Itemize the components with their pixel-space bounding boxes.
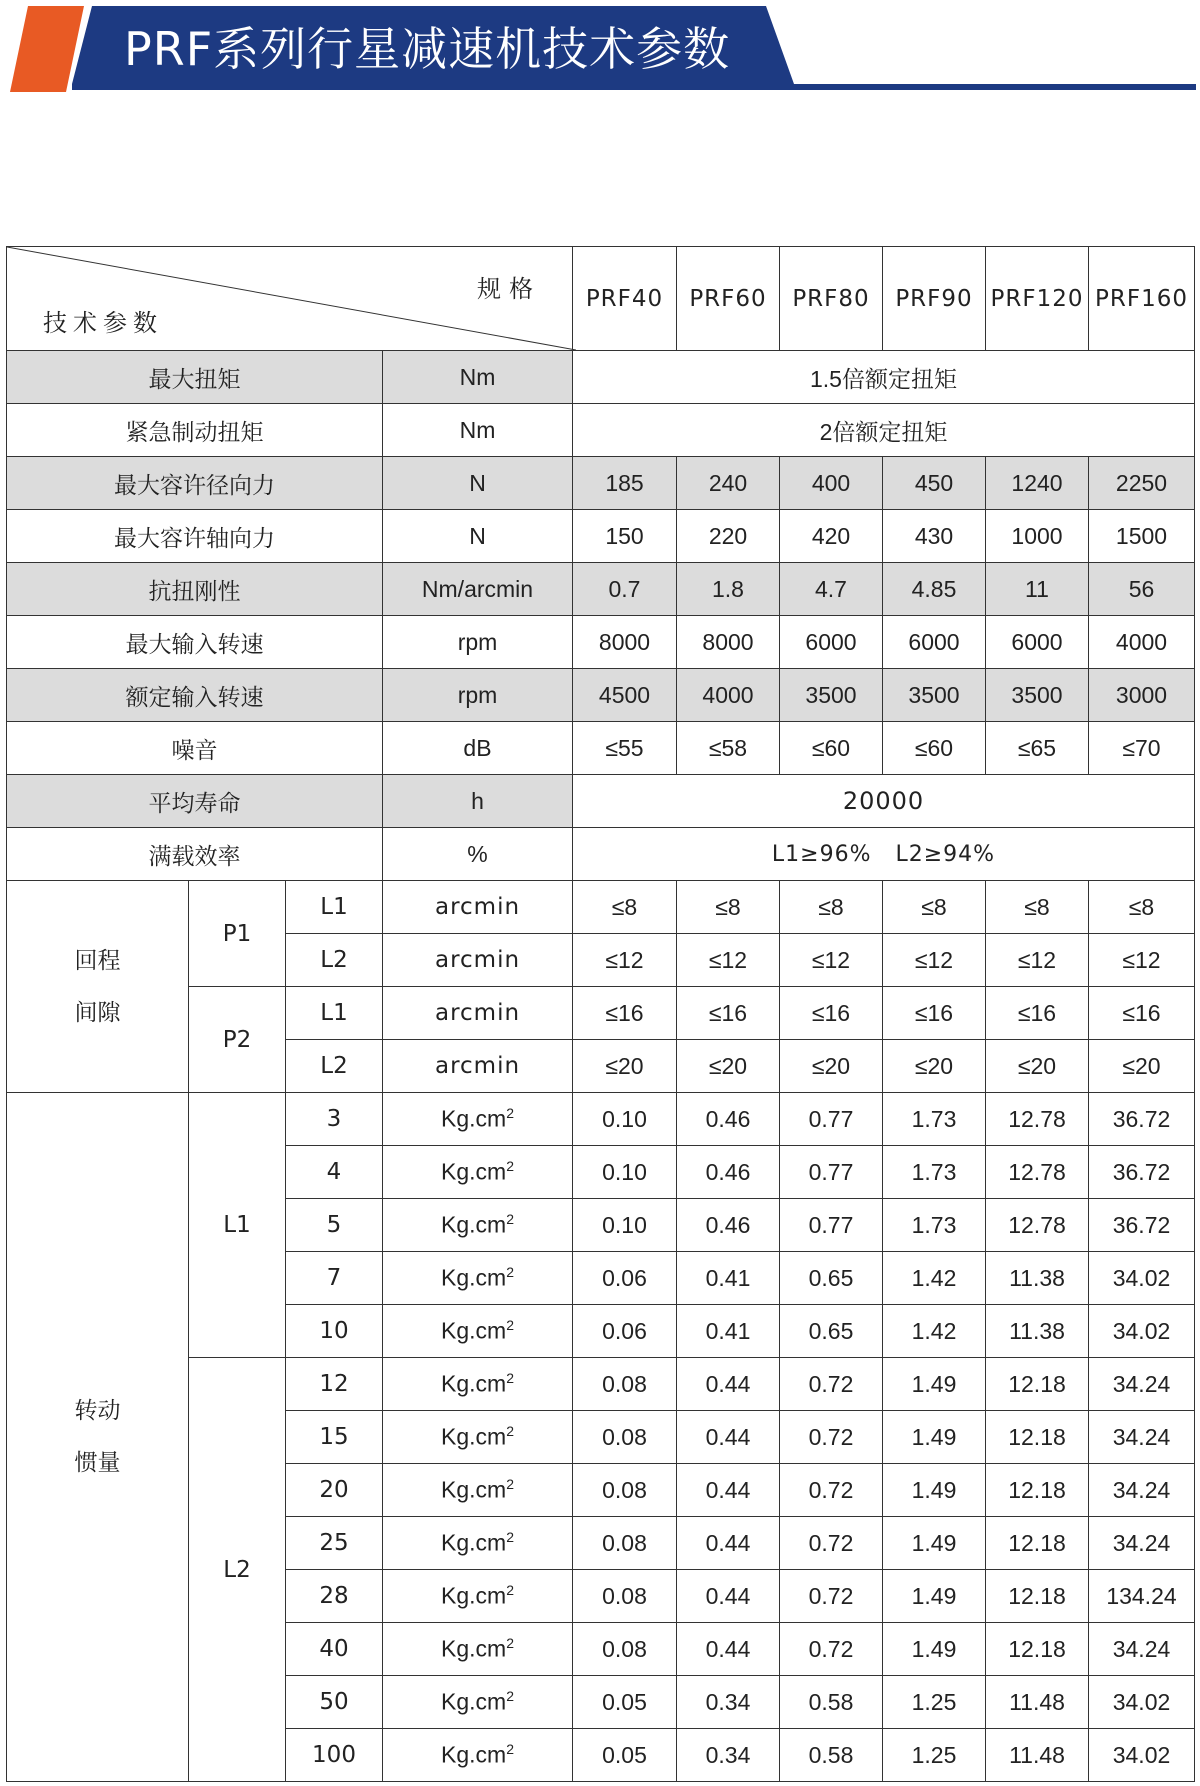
value-cell: 11 <box>986 563 1089 616</box>
model-header: PRF160 <box>1089 247 1195 351</box>
accent-stripe <box>10 6 84 92</box>
ratio-cell: 25 <box>286 1517 383 1570</box>
value-cell: 0.10 <box>573 1199 677 1252</box>
value-cell: 12.18 <box>986 1464 1089 1517</box>
value-cell: 0.06 <box>573 1305 677 1358</box>
value-cell: ≤20 <box>780 1040 883 1093</box>
value-cell: 4000 <box>677 669 780 722</box>
subgroup-label: P1 <box>189 881 286 987</box>
value-cell: ≤12 <box>677 934 780 987</box>
subgroup-label: L1 <box>189 1093 286 1358</box>
unit-cell <box>383 1093 573 1146</box>
unit-cell <box>383 1411 573 1464</box>
backlash-group-label <box>7 881 189 1093</box>
ratio-cell: 50 <box>286 1676 383 1729</box>
value-cell: ≤16 <box>1089 987 1195 1040</box>
value-cell: 0.72 <box>780 1411 883 1464</box>
param-unit: % <box>383 828 573 881</box>
unit-base: Kg.cm <box>441 1741 507 1768</box>
value-cell: ≤16 <box>677 987 780 1040</box>
value-cell: 0.44 <box>677 1411 780 1464</box>
value-cell: 1.8 <box>677 563 780 616</box>
value-cell: 0.65 <box>780 1305 883 1358</box>
ratio-cell: 5 <box>286 1199 383 1252</box>
value-cell: 0.06 <box>573 1252 677 1305</box>
value-cell: 0.46 <box>677 1093 780 1146</box>
value-cell: ≤8 <box>1089 881 1195 934</box>
unit-cell: arcmin <box>383 881 573 934</box>
value-cell: ≤65 <box>986 722 1089 775</box>
param-name: 紧急制动扭矩 <box>7 404 383 457</box>
value-cell: 420 <box>780 510 883 563</box>
value-cell: ≤8 <box>780 881 883 934</box>
table-row <box>7 404 1195 457</box>
unit-exponent: 2 <box>506 1317 514 1334</box>
value-cell: 0.44 <box>677 1464 780 1517</box>
table-row <box>7 722 1195 775</box>
param-unit: Nm/arcmin <box>383 563 573 616</box>
model-header: PRF40 <box>573 247 677 351</box>
unit-exponent: 2 <box>506 1370 514 1387</box>
value-cell: ≤20 <box>1089 1040 1195 1093</box>
table-row <box>7 881 1195 934</box>
table-row <box>7 1093 1195 1146</box>
value-cell: 0.41 <box>677 1252 780 1305</box>
unit-cell <box>383 1252 573 1305</box>
unit-exponent: 2 <box>506 1741 514 1758</box>
model-header: PRF60 <box>677 247 780 351</box>
unit-exponent: 2 <box>506 1423 514 1440</box>
param-value: 2倍额定扭矩 <box>573 404 1195 457</box>
unit-exponent: 2 <box>506 1158 514 1175</box>
unit-base: Kg.cm <box>441 1423 507 1450</box>
value-cell: 12.18 <box>986 1623 1089 1676</box>
value-cell: 220 <box>677 510 780 563</box>
value-cell: ≤12 <box>573 934 677 987</box>
value-cell: 0.44 <box>677 1358 780 1411</box>
param-unit: rpm <box>383 669 573 722</box>
value-cell: 0.05 <box>573 1729 677 1782</box>
value-cell: ≤12 <box>986 934 1089 987</box>
value-cell: 1.49 <box>883 1570 986 1623</box>
table-row <box>7 457 1195 510</box>
value-cell: 34.24 <box>1089 1623 1195 1676</box>
ratio-cell: 4 <box>286 1146 383 1199</box>
param-unit: h <box>383 775 573 828</box>
value-cell: ≤60 <box>883 722 986 775</box>
value-cell: 0.10 <box>573 1146 677 1199</box>
value-cell: ≤8 <box>986 881 1089 934</box>
value-cell: 3500 <box>780 669 883 722</box>
unit-base: Kg.cm <box>441 1476 507 1503</box>
value-cell: 34.02 <box>1089 1729 1195 1782</box>
value-cell: 34.24 <box>1089 1517 1195 1570</box>
table-row <box>7 828 1195 881</box>
value-cell: 0.34 <box>677 1729 780 1782</box>
value-cell: 450 <box>883 457 986 510</box>
header-banner <box>0 0 1200 96</box>
unit-cell <box>383 1199 573 1252</box>
unit-cell <box>383 1623 573 1676</box>
model-header: PRF120 <box>986 247 1089 351</box>
param-value: 20000 <box>573 775 1195 828</box>
value-cell: 4.85 <box>883 563 986 616</box>
value-cell: 0.44 <box>677 1517 780 1570</box>
ratio-cell: 3 <box>286 1093 383 1146</box>
value-cell: 12.18 <box>986 1570 1089 1623</box>
stage-cell: L2 <box>286 1040 383 1093</box>
value-cell: 8000 <box>573 616 677 669</box>
value-cell: ≤12 <box>883 934 986 987</box>
value-cell: ≤20 <box>883 1040 986 1093</box>
spec-table <box>6 246 1195 1782</box>
value-cell: ≤16 <box>780 987 883 1040</box>
value-cell: 0.72 <box>780 1623 883 1676</box>
value-cell: 3500 <box>883 669 986 722</box>
param-unit: Nm <box>383 351 573 404</box>
value-cell: 1.25 <box>883 1729 986 1782</box>
value-cell: 11.48 <box>986 1676 1089 1729</box>
value-cell: ≤16 <box>573 987 677 1040</box>
value-cell: ≤20 <box>573 1040 677 1093</box>
group-label-line: 回程 <box>74 947 121 974</box>
table-row <box>7 510 1195 563</box>
param-value: 1.5倍额定扭矩 <box>573 351 1195 404</box>
group-label-line: 间隙 <box>74 999 121 1026</box>
value-cell: ≤58 <box>677 722 780 775</box>
value-cell: ≤12 <box>1089 934 1195 987</box>
inertia-group-label <box>7 1093 189 1782</box>
param-name: 噪音 <box>7 722 383 775</box>
value-cell: 6000 <box>986 616 1089 669</box>
ratio-cell: 100 <box>286 1729 383 1782</box>
model-header: PRF90 <box>883 247 986 351</box>
value-cell: 12.78 <box>986 1093 1089 1146</box>
stage-cell: L1 <box>286 987 383 1040</box>
unit-base: Kg.cm <box>441 1688 507 1715</box>
value-cell: 1.49 <box>883 1358 986 1411</box>
unit-cell <box>383 1570 573 1623</box>
page-title: PRF系列行星减速机技术参数 <box>124 22 731 76</box>
ratio-cell: 28 <box>286 1570 383 1623</box>
value-cell: 3500 <box>986 669 1089 722</box>
unit-base: Kg.cm <box>441 1529 507 1556</box>
value-cell: 1.42 <box>883 1305 986 1358</box>
value-cell: 6000 <box>780 616 883 669</box>
unit-cell <box>383 1305 573 1358</box>
unit-cell <box>383 1358 573 1411</box>
value-cell: 1.25 <box>883 1676 986 1729</box>
param-unit: rpm <box>383 616 573 669</box>
value-cell: 0.08 <box>573 1623 677 1676</box>
param-name: 满载效率 <box>7 828 383 881</box>
value-cell: 1.49 <box>883 1623 986 1676</box>
ratio-cell: 10 <box>286 1305 383 1358</box>
value-cell: 12.18 <box>986 1411 1089 1464</box>
param-unit: N <box>383 457 573 510</box>
value-cell: 1.73 <box>883 1199 986 1252</box>
value-cell: 2250 <box>1089 457 1195 510</box>
value-cell: 0.08 <box>573 1570 677 1623</box>
value-cell: ≤70 <box>1089 722 1195 775</box>
value-cell: 11.38 <box>986 1305 1089 1358</box>
value-cell: 1.73 <box>883 1093 986 1146</box>
unit-exponent: 2 <box>506 1211 514 1228</box>
value-cell: 1.49 <box>883 1411 986 1464</box>
value-cell: 0.77 <box>780 1146 883 1199</box>
unit-base: Kg.cm <box>441 1105 507 1132</box>
param-unit: dB <box>383 722 573 775</box>
value-cell: 0.08 <box>573 1517 677 1570</box>
param-name: 最大输入转速 <box>7 616 383 669</box>
group-label-line: 转动 <box>74 1398 121 1424</box>
value-cell: 0.65 <box>780 1252 883 1305</box>
unit-exponent: 2 <box>506 1105 514 1122</box>
unit-cell: arcmin <box>383 987 573 1040</box>
value-cell: 34.02 <box>1089 1252 1195 1305</box>
value-cell: 4000 <box>1089 616 1195 669</box>
value-cell: 0.58 <box>780 1676 883 1729</box>
stage-cell: L1 <box>286 881 383 934</box>
unit-cell: arcmin <box>383 1040 573 1093</box>
value-cell: 8000 <box>677 616 780 669</box>
value-cell: 0.10 <box>573 1093 677 1146</box>
value-cell: 1500 <box>1089 510 1195 563</box>
table-row <box>7 563 1195 616</box>
value-cell: 36.72 <box>1089 1199 1195 1252</box>
unit-exponent: 2 <box>506 1582 514 1599</box>
unit-cell <box>383 1676 573 1729</box>
value-cell: 34.24 <box>1089 1464 1195 1517</box>
model-header: PRF80 <box>780 247 883 351</box>
value-cell: 12.18 <box>986 1358 1089 1411</box>
ratio-cell: 15 <box>286 1411 383 1464</box>
value-cell: 11.48 <box>986 1729 1089 1782</box>
value-cell: 36.72 <box>1089 1093 1195 1146</box>
value-cell: 240 <box>677 457 780 510</box>
stage-cell: L2 <box>286 934 383 987</box>
subgroup-label: P2 <box>189 987 286 1093</box>
value-cell: 1.49 <box>883 1517 986 1570</box>
ratio-cell: 20 <box>286 1464 383 1517</box>
value-cell: 3000 <box>1089 669 1195 722</box>
unit-cell: arcmin <box>383 934 573 987</box>
unit-exponent: 2 <box>506 1688 514 1705</box>
subgroup-label: L2 <box>189 1358 286 1782</box>
param-label: 技术参数 <box>43 309 163 337</box>
value-cell: ≤8 <box>677 881 780 934</box>
param-name: 平均寿命 <box>7 775 383 828</box>
value-cell: ≤20 <box>986 1040 1089 1093</box>
unit-base: Kg.cm <box>441 1582 507 1609</box>
value-cell: 185 <box>573 457 677 510</box>
param-name: 最大容许径向力 <box>7 457 383 510</box>
value-cell: 0.05 <box>573 1676 677 1729</box>
table-row <box>7 616 1195 669</box>
value-cell: 0.08 <box>573 1411 677 1464</box>
group-label-line: 惯量 <box>74 1450 121 1476</box>
corner-header <box>7 247 573 351</box>
value-cell: 0.46 <box>677 1146 780 1199</box>
table-row <box>7 351 1195 404</box>
value-cell: 56 <box>1089 563 1195 616</box>
unit-exponent: 2 <box>506 1264 514 1281</box>
value-cell: 36.72 <box>1089 1146 1195 1199</box>
value-cell: 4500 <box>573 669 677 722</box>
value-cell: 1.49 <box>883 1464 986 1517</box>
value-cell: ≤60 <box>780 722 883 775</box>
value-cell: 0.72 <box>780 1517 883 1570</box>
unit-base: Kg.cm <box>441 1211 507 1238</box>
value-cell: 6000 <box>883 616 986 669</box>
param-name: 额定输入转速 <box>7 669 383 722</box>
value-cell: ≤8 <box>883 881 986 934</box>
value-cell: ≤20 <box>677 1040 780 1093</box>
value-cell: 0.46 <box>677 1199 780 1252</box>
value-cell: 1.42 <box>883 1252 986 1305</box>
value-cell: 34.24 <box>1089 1358 1195 1411</box>
value-cell: 0.44 <box>677 1623 780 1676</box>
value-cell: 150 <box>573 510 677 563</box>
unit-cell <box>383 1146 573 1199</box>
value-cell: 400 <box>780 457 883 510</box>
unit-cell <box>383 1464 573 1517</box>
unit-base: Kg.cm <box>441 1317 507 1344</box>
value-cell: 1.73 <box>883 1146 986 1199</box>
param-name: 抗扭刚性 <box>7 563 383 616</box>
value-cell: 0.77 <box>780 1199 883 1252</box>
table-row <box>7 669 1195 722</box>
value-cell: 4.7 <box>780 563 883 616</box>
value-cell: 12.78 <box>986 1199 1089 1252</box>
unit-exponent: 2 <box>506 1476 514 1493</box>
unit-base: Kg.cm <box>441 1158 507 1185</box>
table-row <box>7 775 1195 828</box>
unit-exponent: 2 <box>506 1635 514 1652</box>
value-cell: ≤8 <box>573 881 677 934</box>
value-cell: 0.72 <box>780 1570 883 1623</box>
value-cell: ≤55 <box>573 722 677 775</box>
value-cell: 134.24 <box>1089 1570 1195 1623</box>
spec-label: 规格 <box>477 275 541 303</box>
param-unit: N <box>383 510 573 563</box>
param-name: 最大扭矩 <box>7 351 383 404</box>
value-cell: 12.18 <box>986 1517 1089 1570</box>
value-cell: 1240 <box>986 457 1089 510</box>
value-cell: 34.02 <box>1089 1305 1195 1358</box>
value-cell: ≤12 <box>780 934 883 987</box>
value-cell: ≤16 <box>986 987 1089 1040</box>
value-cell: 12.78 <box>986 1146 1089 1199</box>
param-name: 最大容许轴向力 <box>7 510 383 563</box>
unit-exponent: 2 <box>506 1529 514 1546</box>
banner-underline <box>72 84 1196 90</box>
unit-base: Kg.cm <box>441 1370 507 1397</box>
ratio-cell: 7 <box>286 1252 383 1305</box>
value-cell: 0.08 <box>573 1358 677 1411</box>
value-cell: 0.34 <box>677 1676 780 1729</box>
value-cell: 0.77 <box>780 1093 883 1146</box>
value-cell: 34.24 <box>1089 1411 1195 1464</box>
value-cell: 0.41 <box>677 1305 780 1358</box>
unit-cell <box>383 1517 573 1570</box>
value-cell: 0.44 <box>677 1570 780 1623</box>
unit-base: Kg.cm <box>441 1635 507 1662</box>
value-cell: 0.58 <box>780 1729 883 1782</box>
value-cell: 0.72 <box>780 1358 883 1411</box>
param-unit: Nm <box>383 404 573 457</box>
value-cell: 34.02 <box>1089 1676 1195 1729</box>
value-cell: 0.08 <box>573 1464 677 1517</box>
value-cell: ≤16 <box>883 987 986 1040</box>
value-cell: 430 <box>883 510 986 563</box>
unit-cell <box>383 1729 573 1782</box>
param-value: L1≥96% L2≥94% <box>573 828 1195 881</box>
ratio-cell: 12 <box>286 1358 383 1411</box>
ratio-cell: 40 <box>286 1623 383 1676</box>
unit-base: Kg.cm <box>441 1264 507 1291</box>
value-cell: 11.38 <box>986 1252 1089 1305</box>
value-cell: 1000 <box>986 510 1089 563</box>
value-cell: 0.7 <box>573 563 677 616</box>
value-cell: 0.72 <box>780 1464 883 1517</box>
